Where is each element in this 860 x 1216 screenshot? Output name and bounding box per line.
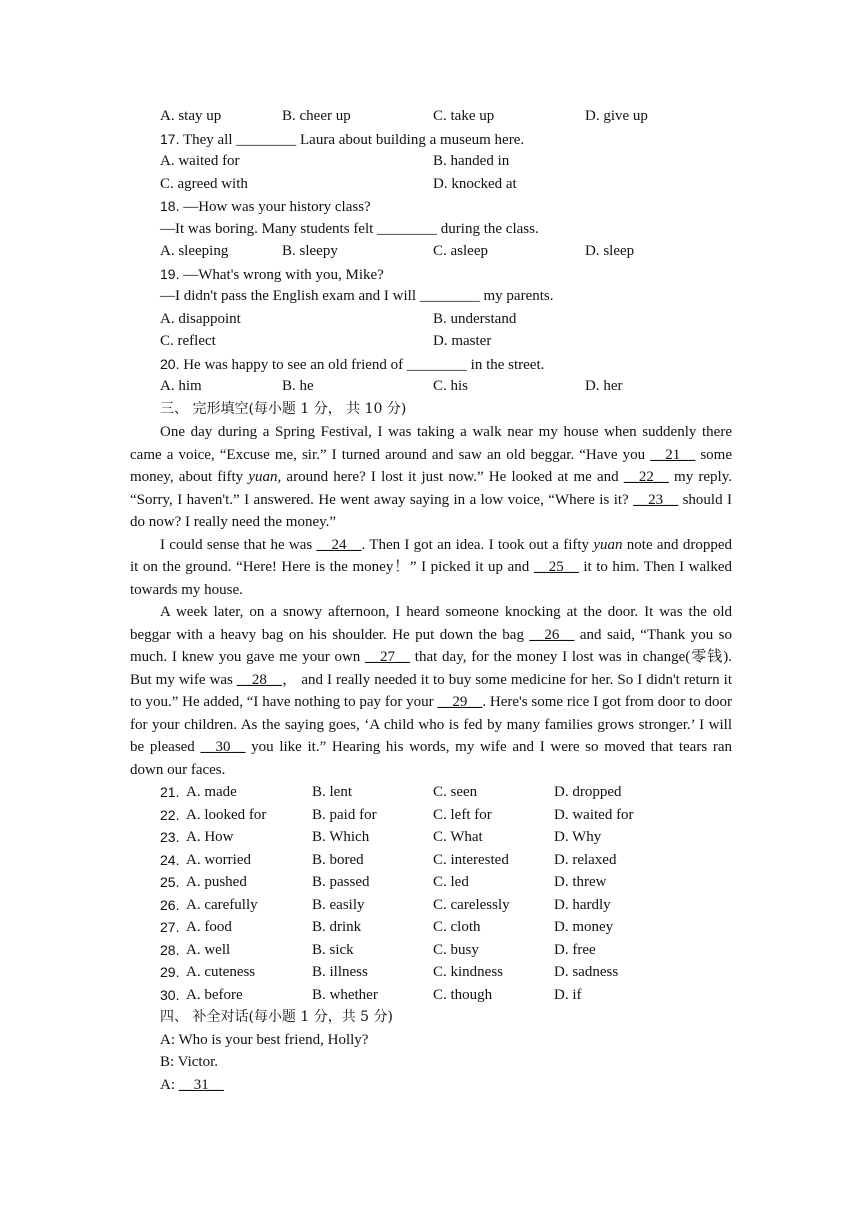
passage-italic: yuan, (248, 469, 282, 485)
question-stem: He was happy to see an old friend of ________ in the street. (183, 357, 545, 373)
passage-paragraph-3 (130, 601, 732, 781)
question-number: 24. (160, 852, 180, 868)
option-b: B. paid for (312, 807, 377, 823)
question-number: 25. (160, 874, 180, 890)
option-b: B. handed in (433, 153, 510, 169)
option-a: A. him (160, 378, 202, 394)
question-number: 26. (160, 897, 180, 913)
question-number: 20. (160, 356, 180, 372)
option-a: A. cuteness (186, 964, 256, 980)
passage-text: that day, for the money I lost was in change(零钱). But my wife was (130, 649, 732, 688)
option-b: B. bored (312, 852, 364, 868)
option-a: A. stay up (160, 108, 222, 124)
option-b: B. lent (312, 784, 352, 800)
option-c: C. agreed with (160, 176, 248, 192)
option-a: A. How (186, 829, 234, 845)
cloze-option-row (160, 781, 622, 803)
question-number: 19. (160, 266, 180, 282)
passage-text: note and dropped it on the ground. “Here! Here is the money！” I picked it up and (130, 536, 732, 575)
option-d: D. her (585, 378, 623, 394)
question-18-line2: —It was boring. Many students felt ________ during the class. (160, 221, 539, 237)
passage-text: A week later, on a snowy afternoon, I heard someone knocking at the door. It was the old beggar with a heavy bag on his shoulder. He put down the bag (130, 604, 732, 643)
question-17 (160, 128, 524, 150)
option-c: C. his (433, 378, 469, 394)
option-d: D. master (433, 333, 492, 349)
question-number: 23. (160, 829, 180, 845)
cloze-option-row (160, 826, 602, 848)
option-b: B. easily (312, 897, 365, 913)
question-number: 29. (160, 964, 180, 980)
passage-italic: yuan (593, 536, 623, 553)
question-20 (160, 353, 544, 375)
option-d: D. free (554, 942, 596, 958)
section-3-title: 三、 完形填空(每小题 1 分， 共 10 分) (160, 401, 407, 417)
option-c: C. busy (433, 942, 479, 958)
option-c: C. seen (433, 784, 478, 800)
question-number: 22. (160, 807, 180, 823)
option-a: A. pushed (186, 874, 247, 890)
option-d: D. money (554, 919, 614, 935)
section-4-title: 四、 补全对话(每小题 1 分，共 5 分) (160, 1009, 393, 1025)
option-c: C. What (433, 829, 483, 845)
cloze-option-row (160, 939, 596, 961)
cloze-option-row (160, 916, 614, 938)
option-b: B. drink (312, 919, 362, 935)
cloze-option-row (160, 984, 582, 1006)
question-number: 27. (160, 919, 180, 935)
question-line1: —What's wrong with you, Mike? (183, 267, 384, 283)
option-d: D. Why (554, 829, 602, 845)
option-d: D. sleep (585, 243, 635, 259)
passage-text: my reply. “Sorry, I haven't.” I answered. He went away saying in a low voice, “Where is it? (130, 469, 732, 508)
option-b: B. cheer up (282, 108, 351, 124)
passage-paragraph-2 (130, 534, 732, 602)
question-19 (160, 263, 384, 285)
question-line1: —How was your history class? (183, 199, 371, 215)
option-b: B. Which (312, 829, 370, 845)
option-d: D. hardly (554, 897, 611, 913)
blank-29: __29__ (437, 694, 483, 710)
blank-22: __22__ (623, 469, 669, 485)
option-a: A. sleeping (160, 243, 229, 259)
option-b: B. sick (312, 942, 354, 958)
option-b: B. he (282, 378, 314, 394)
option-c: C. kindness (433, 964, 504, 980)
passage-text: you like it.” Hearing his words, my wife and I were so moved that tears ran down our faces. (130, 739, 732, 778)
speaker-prefix: A: (160, 1077, 179, 1093)
option-d: D. threw (554, 874, 607, 890)
passage-text: One day during a Spring Festival, I was taking a walk near my house when suddenly there came a voice, “Excuse me, sir.” I turned around and saw an old beggar. “Have you (130, 424, 732, 463)
passage-text: and said, “Thank you so much. I knew you gave me your own (130, 626, 732, 665)
question-number: 18. (160, 198, 180, 214)
blank-23: __23__ (633, 491, 679, 508)
blank-21: __21__ (650, 446, 696, 463)
passage-text: around here? I lost it just now.” He looked at me and (281, 469, 624, 485)
option-c: C. led (433, 874, 469, 890)
option-d: D. knocked at (433, 176, 517, 192)
option-a: A. disappoint (160, 311, 241, 327)
option-d: D. waited for (554, 807, 634, 823)
option-a: A. carefully (186, 897, 258, 913)
option-b: B. passed (312, 874, 370, 890)
passage-text: . Here's some rice I got from door to door for your children. As the saying goes, ‘A child who is fed by many families grows stronger.’ I will be pleased (130, 694, 732, 755)
passage-text: should I do now? I really need the money.” (130, 491, 733, 530)
cloze-option-row (160, 804, 634, 826)
cloze-option-row (160, 849, 617, 871)
question-19-line2: —I didn't pass the English exam and I will ________ my parents. (160, 288, 554, 304)
option-c: C. carelessly (433, 897, 510, 913)
option-d: D. relaxed (554, 852, 617, 868)
blank-25: __25__ (533, 559, 579, 575)
passage-text: ， and I really needed it to buy some medicine for her. So I didn't return it to you.” He added, “I have nothing to pay for your (130, 671, 732, 710)
question-number: 28. (160, 942, 180, 958)
option-a: A. looked for (186, 807, 267, 823)
cloze-option-row (160, 871, 607, 893)
passage-paragraph-1 (130, 421, 732, 534)
passage-text: some money, about fifty (130, 446, 732, 485)
option-a: A. well (186, 942, 231, 958)
option-c: C. reflect (160, 333, 216, 349)
cloze-passage (130, 421, 732, 781)
blank-31: __31__ (178, 1077, 224, 1093)
option-a: A. before (186, 987, 243, 1003)
question-number: 17. (160, 131, 180, 147)
option-a: A. waited for (160, 153, 240, 169)
blank-28: __28__ (236, 671, 282, 688)
blank-26: __26__ (529, 626, 575, 643)
option-b: B. sleepy (282, 243, 338, 259)
option-c: C. asleep (433, 243, 488, 259)
dialogue-line-3 (160, 1074, 224, 1096)
option-a: A. worried (186, 852, 251, 868)
option-c: C. left for (433, 807, 492, 823)
option-b: B. whether (312, 987, 378, 1003)
cloze-option-row (160, 894, 611, 916)
blank-24: __24__ (316, 536, 362, 553)
option-b: B. understand (433, 311, 517, 327)
passage-text: . Then I got an idea. I took out a fifty (361, 536, 594, 553)
option-b: B. illness (312, 964, 368, 980)
option-d: D. dropped (554, 784, 622, 800)
question-stem: They all ________ Laura about building a museum here. (182, 132, 525, 148)
blank-27: __27__ (365, 649, 411, 665)
option-a: A. food (186, 919, 232, 935)
option-c: C. take up (433, 108, 495, 124)
question-number: 30. (160, 987, 180, 1003)
option-c: C. though (433, 987, 493, 1003)
option-a: A. made (186, 784, 237, 800)
cloze-option-row (160, 961, 619, 983)
passage-text: it to him. Then I walked towards my house. (130, 559, 732, 598)
question-18 (160, 195, 371, 217)
question-number: 21. (160, 784, 180, 800)
option-c: C. cloth (433, 919, 481, 935)
dialogue-line-2: B: Victor. (160, 1054, 218, 1070)
dialogue-line-1: A: Who is your best friend, Holly? (160, 1032, 369, 1048)
option-d: D. give up (585, 108, 648, 124)
option-d: D. sadness (554, 964, 619, 980)
option-d: D. if (554, 987, 582, 1003)
blank-30: __30__ (200, 739, 246, 755)
option-c: C. interested (433, 852, 509, 868)
passage-text: I could sense that he was (160, 536, 317, 553)
